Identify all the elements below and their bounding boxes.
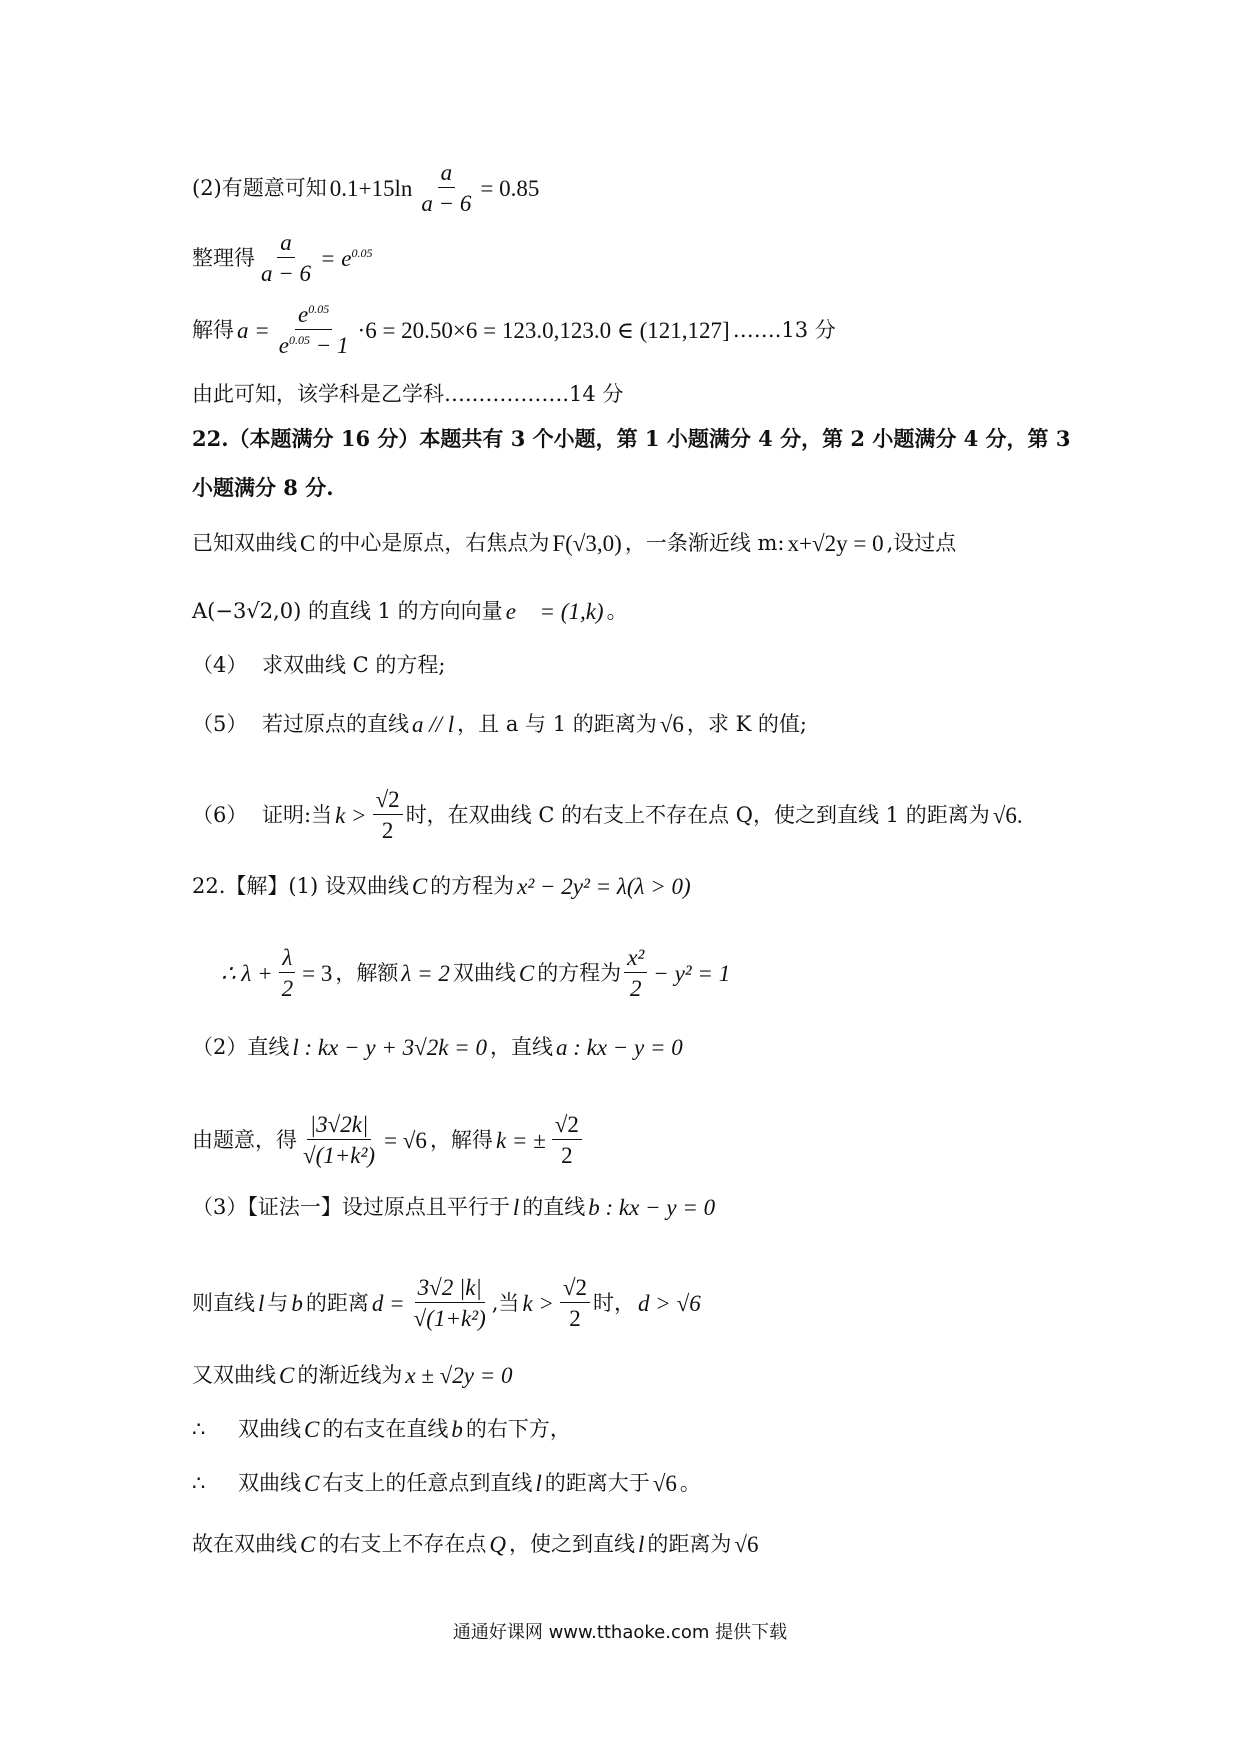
frac-numerator: $e^{0.05}$: [295, 302, 332, 330]
frac-denominator: $e^{0.05} - 1$: [278, 333, 349, 359]
stem-asymptote: x+√2y = 0: [787, 531, 884, 556]
sub-number: （5）: [192, 712, 248, 736]
conclusion-text: 由此可知，该学科是乙学科…..………….14 分: [192, 382, 624, 406]
sub-text: 若过原点的直线: [262, 712, 409, 736]
frac-denominator: a − 6: [421, 191, 472, 217]
solution-line10: [192, 1533, 761, 1556]
frac-denominator: 2: [561, 1143, 573, 1169]
solution-math: √6: [734, 1532, 759, 1557]
q22-stem-line1: [192, 532, 956, 555]
frac-denominator: 2: [569, 1306, 581, 1332]
part2-eq1-b: = 0.85: [480, 175, 540, 201]
sub6-frac: [373, 787, 403, 844]
solution-text: 双曲线: [452, 960, 516, 985]
solution-math: − y² = 1: [653, 960, 731, 986]
solution-math: = √6: [384, 1127, 427, 1153]
s2-frac2: [624, 945, 647, 1002]
solution-line3: [192, 1036, 686, 1059]
q22-header-line2: [192, 477, 334, 498]
frac-numerator: a: [438, 160, 456, 188]
part2-eq1-a: 0.1+15ln: [329, 175, 413, 201]
frac-numerator: 3√2 |k|: [415, 1275, 485, 1303]
solution-math: ∴ λ +: [221, 960, 273, 986]
solution-text: 22.【解】(1) 设双曲线: [192, 874, 409, 898]
q22-header-1: 22.（本题满分 16 分）本题共有 3 个小题，第 1 小题满分 4 分，第 2 小题满分 4 分，第 3: [192, 426, 1071, 451]
part2-line3: [192, 302, 836, 359]
solution-line8: [192, 1418, 571, 1441]
stem-text: ,设过点: [886, 531, 957, 555]
solve-rhs: ·6 = 20.50×6 = 123.0,123.0 ∈ (121,127]: [357, 317, 730, 343]
solution-text: 的距离为: [647, 1532, 732, 1556]
simplify-label: 整理得: [192, 245, 255, 270]
sub-math: √6.: [992, 802, 1023, 828]
sub-question-5: [192, 713, 807, 736]
solution-text: ，直线: [489, 1035, 553, 1059]
frac-denominator: 2: [381, 818, 394, 844]
frac-denominator: 2: [281, 976, 294, 1002]
solution-math: C: [304, 1471, 320, 1496]
solution-line4: [192, 1112, 585, 1169]
page-footer: [0, 1618, 1240, 1644]
stem-vector: e⃗ = (1,k): [505, 599, 604, 624]
footer-text: 通通好课网 www.tthaoke.com 提供下载: [452, 1622, 788, 1643]
sub-text: ，求 K 的值;: [686, 712, 808, 736]
solution-math: l: [258, 1290, 265, 1316]
sub-text: 求双曲线 C 的方程;: [262, 653, 446, 677]
solution-math: = 3: [302, 960, 333, 986]
solution-text: 的右支在直线: [322, 1417, 449, 1441]
solution-math: Q: [489, 1532, 506, 1557]
stem-text: 的中心是原点，右焦点为: [318, 531, 550, 555]
s6-frac: [411, 1275, 489, 1332]
solution-text: 的右下方，: [465, 1417, 571, 1441]
sub-math: a // l: [412, 712, 455, 737]
solution-text: 双曲线: [238, 1471, 301, 1495]
frac-numerator: λ: [279, 945, 295, 973]
solution-text: ,当: [491, 1290, 520, 1315]
solve-frac: [276, 302, 352, 359]
solution-math: x² − 2y² = λ(λ > 0): [517, 874, 691, 899]
q22-header-line1: [192, 428, 1070, 449]
solution-math: k >: [522, 1290, 554, 1316]
solution-math: C: [411, 874, 428, 899]
solution-math: d > √6: [638, 1290, 701, 1316]
solution-line7: [192, 1364, 516, 1387]
sub-number: （6）: [192, 802, 248, 827]
solve-score: …….13 分: [732, 317, 836, 342]
frac-denominator: 2: [629, 976, 642, 1002]
sub-text: ，且 a 与 1 的距离为: [457, 712, 657, 736]
frac-numerator: |3√2k|: [307, 1112, 371, 1140]
solution-math: l: [512, 1195, 520, 1220]
solution-text: （3）【证法一】设过原点且平行于: [192, 1195, 510, 1219]
solution-math: d =: [371, 1290, 405, 1316]
solution-text: 双曲线: [238, 1417, 301, 1441]
stem-text: ，一条渐近线 m:: [624, 531, 785, 555]
q22-header-2: 小题满分 8 分.: [192, 475, 334, 500]
sub-text: 证明:当: [262, 802, 333, 827]
solution-math: C: [279, 1363, 295, 1388]
solution-math: C: [304, 1417, 320, 1442]
simplify-frac: [258, 230, 314, 287]
stem-text: 已知双曲线: [192, 531, 297, 555]
frac-numerator: √2: [560, 1275, 590, 1303]
solution-text: 的渐近线为: [297, 1363, 403, 1387]
solve-label: 解得: [192, 317, 234, 342]
solution-text: 则直线: [192, 1290, 255, 1315]
sub-math: k >: [335, 802, 367, 828]
simplify-rhs: = $e^{0.05}$: [320, 245, 373, 271]
solution-text: 的方程为: [430, 874, 515, 898]
sub-question-4: [192, 655, 446, 676]
solution-text: 的右支上不存在点: [318, 1532, 487, 1556]
q22-stem-line2: [192, 600, 628, 623]
solution-math: b: [451, 1417, 463, 1442]
s4-frac: [300, 1112, 378, 1169]
solution-text: （2）直线: [192, 1035, 290, 1059]
sub-text: 时，在双曲线 C 的右支上不存在点 Q，使之到直线 1 的距离为: [405, 802, 990, 827]
frac-denominator: √(1+k²): [303, 1143, 376, 1169]
solve-lhs: a =: [237, 317, 270, 343]
solution-math: k = ±: [495, 1127, 546, 1153]
solution-text: 的方程为: [537, 960, 622, 985]
conclusion-line: [192, 384, 623, 405]
frac-denominator: √(1+k²): [413, 1306, 486, 1332]
sub-question-6: [192, 787, 1026, 844]
solution-text: ，解得: [429, 1127, 493, 1152]
solution-text: 与: [267, 1290, 289, 1315]
solution-line1: [192, 875, 694, 898]
solution-text: 的距离大于: [544, 1471, 650, 1495]
part2-line1: [192, 160, 542, 217]
solution-text: 由题意，得: [192, 1127, 297, 1152]
solution-math: b : kx − y = 0: [588, 1195, 716, 1220]
solution-math: l : kx − y + 3√2k = 0: [292, 1035, 487, 1060]
solution-text: 的直线: [522, 1195, 586, 1219]
frac-numerator: a: [277, 230, 295, 258]
s4-frac2: [552, 1112, 582, 1169]
frac-numerator: x²: [624, 945, 647, 973]
stem-text: 。: [606, 599, 628, 623]
solution-text: 。: [679, 1471, 701, 1495]
solution-math: √6: [652, 1471, 677, 1496]
stem-focus: F(√3,0): [552, 531, 622, 556]
sub-math: √6: [659, 712, 684, 737]
solution-math: x ± √2y = 0: [405, 1363, 513, 1388]
solution-line2: [218, 945, 733, 1002]
solution-text: 右支上的任意点到直线: [322, 1471, 533, 1495]
solution-line5: [192, 1196, 718, 1219]
s2-frac: [279, 945, 297, 1002]
frac-denominator: a − 6: [261, 261, 312, 287]
solution-line9: [192, 1472, 701, 1495]
solution-text: 故在双曲线: [192, 1532, 297, 1556]
therefore-symbol: ∴: [192, 1471, 206, 1495]
solution-text: 时，: [593, 1290, 636, 1315]
solution-math: b: [291, 1290, 303, 1316]
solution-math: l: [637, 1532, 645, 1557]
s6-frac2: [560, 1275, 590, 1332]
stem-text: A(−3√2,0) 的直线 1 的方向向量: [192, 599, 503, 623]
frac-numerator: √2: [552, 1112, 582, 1140]
solution-math: a : kx − y = 0: [555, 1035, 683, 1060]
solution-text: ，解额: [335, 960, 399, 985]
frac-numerator: √2: [373, 787, 403, 815]
part2-line2: [192, 230, 376, 287]
solution-text: 的距离: [305, 1290, 369, 1315]
solution-math: C: [300, 1532, 316, 1557]
solution-text: ，使之到直线: [508, 1532, 635, 1556]
part2-frac: [418, 160, 474, 217]
sub-number: （4）: [192, 653, 248, 677]
solution-math: l: [535, 1471, 542, 1496]
solution-math: C: [518, 960, 535, 986]
part2-prefix: (2)有题意可知: [192, 175, 327, 200]
solution-math: λ = 2: [401, 960, 450, 986]
solution-text: 又双曲线: [192, 1363, 276, 1387]
stem-c: C: [300, 531, 316, 556]
solution-line6: [192, 1275, 704, 1332]
therefore-symbol: ∴: [192, 1417, 206, 1441]
